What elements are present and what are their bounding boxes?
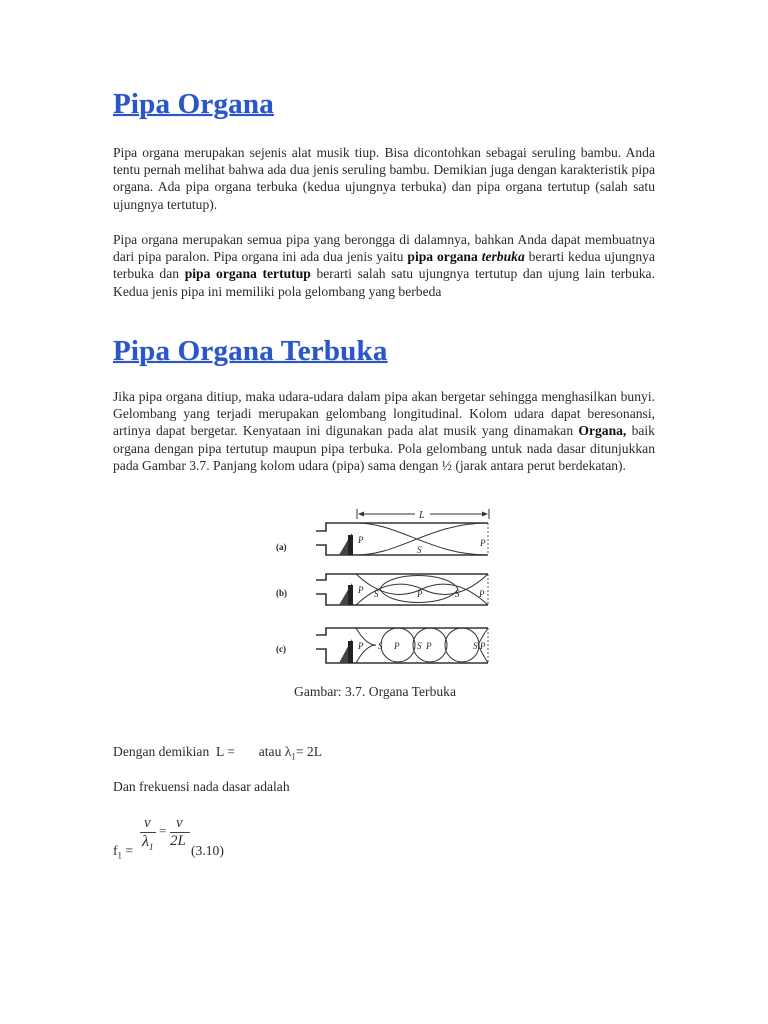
node-label: P [426,641,432,651]
node-label: P [417,589,423,599]
paragraph-description [113,388,655,474]
length-label: L [419,510,425,521]
node-label: P [480,538,486,548]
figure-open-organ-pipe [270,505,500,670]
node-label: S [374,589,379,599]
node-label: P [480,641,486,651]
italic-term-terbuka: terbuka [481,249,525,265]
mouthpiece-block [348,585,353,605]
text-span: atau λ [258,744,292,759]
formula-numerator-1: v [144,815,151,831]
text-span: berarti kedua ujungnya terbuka dan [113,249,655,282]
arrow-head-left [358,512,364,517]
mouthpiece-block [348,535,353,555]
wave-curve [356,523,488,555]
row-label: (c) [276,644,286,654]
frequency-intro: Dan frekuensi nada dasar adalah [113,779,290,794]
formula-middle-equals: = [159,823,167,838]
text-span: Dengan demikian L = [113,744,235,759]
formula-reference: (3.10) [191,843,224,858]
formula-numerator-2: v [176,815,183,831]
figure-caption: Gambar: 3.7. Organa Terbuka [294,684,456,699]
pipe-row-b [276,574,488,605]
heading-pipa-organa-terbuka: Pipa Organa Terbuka [113,335,388,367]
equation-line-length [113,744,322,762]
text-span: berarti salah satu ujungnya tertutup dan ujung lain terbuka. Kedua jenis pipa ini memiliki pola gelombang yang berbeda [113,266,655,299]
bold-italic-span [482,249,525,264]
frequency-formula [113,815,293,865]
wave-curve [356,523,488,555]
pipe-row-c [276,628,488,663]
node-label: P [358,641,364,651]
formula-lhs [113,843,133,861]
node-label: P [394,641,400,651]
subscript: 1 [117,850,123,861]
row-label: (b) [276,588,287,598]
bold-term-organa: Organa, [578,423,627,439]
lambda-symbol: λ [142,833,149,850]
subscript: 1 [291,751,296,762]
node-label: P [358,535,364,545]
text-span: Pipa organa merupakan semua pipa yang berongga di dalamnya, bahkan Anda dapat membuatnya dari pipa paralon. Pipa organa ini ada dua jenis yaitu [113,232,655,265]
arrow-head-right [482,512,488,517]
node-label: S [378,641,383,651]
pipe-row-a [276,523,488,555]
pipe-outline [316,523,488,555]
row-label: (a) [276,542,287,552]
node-label: S [417,545,422,555]
formula-equals: = [122,843,134,858]
formula-denominator-2: 2L [170,833,186,849]
node-label: S [455,589,460,599]
mouthpiece-block [348,641,353,663]
paragraph-types [113,231,655,300]
node-label: S [417,641,422,651]
text-span: Jika pipa organa ditiup, maka udara-udara dalam pipa akan bergetar sehingga menghasilkan bunyi. Gelombang yang terjadi merupakan gelombang longitudinal. Kolom udara dapat beresonansi, artinya dapat bergetar. Kenyataan ini digunakan pada alat musik yang dinamakan [113,389,655,439]
subscript: 1 [148,842,154,853]
node-label: P [479,589,485,599]
bold-span: pipa organa tertutup [184,266,311,282]
node-label: P [358,585,364,595]
formula-f: f [113,843,118,858]
text-span: = 2L [295,744,323,759]
heading-pipa-organa: Pipa Organa [113,88,274,120]
node-label: S [473,641,478,651]
pipe-outline [316,628,488,663]
text-span: baik organa dengan pipa tertutup maupun pipa terbuka. Pola gelombang untuk nada dasar ditunjukkan pada Gambar 3.7. Panjang kolom udara (pipa) sama dengan ½ (jarak antara perut berdekatan). [113,423,655,473]
bold-span: pipa organa [407,249,482,265]
formula-denominator-1 [142,833,153,852]
paragraph-intro: Pipa organa merupakan sejenis alat musik tiup. Bisa dicontohkan sebagai seruling bambu. Anda tentu pernah melihat bahwa ada dua jenis seruling bambu. Demikian juga dengan karakteristik pipa organa. Ada pipa organa terbuka (kedua ujungnya terbuka) dan pipa organa tertutup (salah satu ujungnya tertutup). [113,145,655,212]
